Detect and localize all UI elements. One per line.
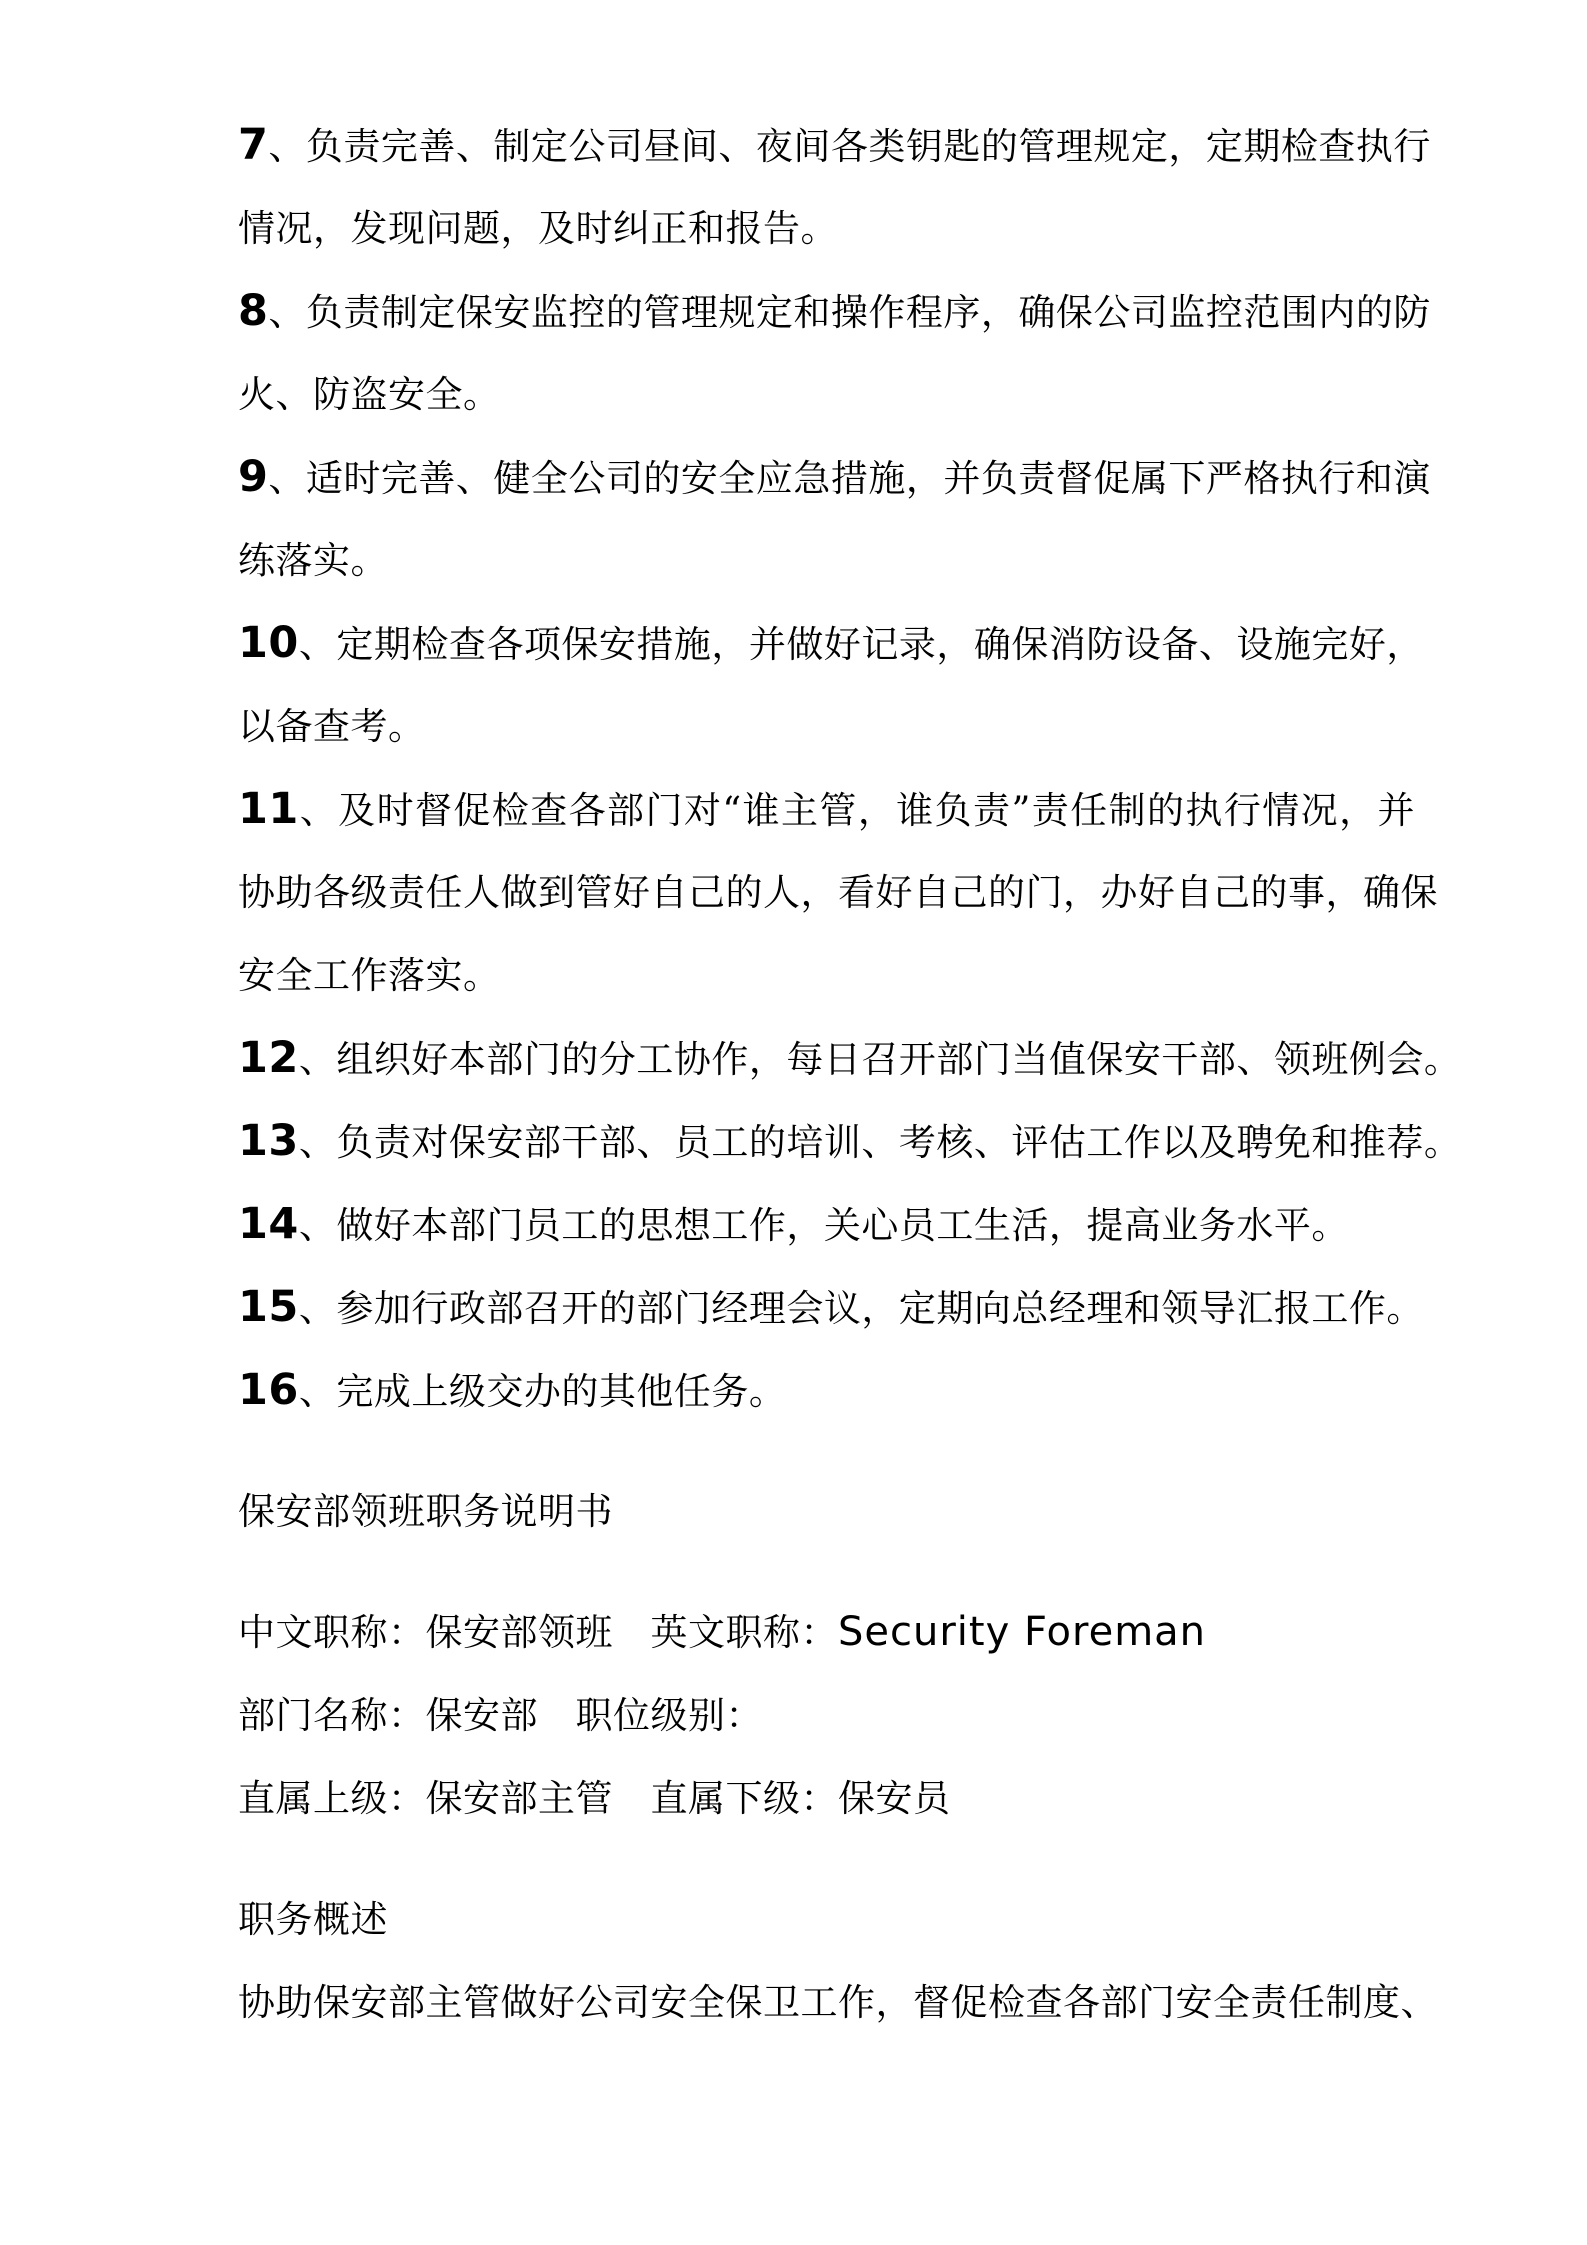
item-11-line-1 (238, 768, 1415, 851)
field-cn-title-en-title (238, 1591, 1415, 1674)
item-11-line-3 (238, 934, 1415, 1017)
item-text: 情况，发现问题，及时纠正和报告。 (238, 207, 838, 250)
item-9-line-1 (238, 436, 1431, 519)
item-7-line-2 (238, 187, 1415, 270)
item-text: 、及时督促检查各部门对“谁主管，谁负责”责任制的执行情况，并 (298, 789, 1415, 832)
item-10-line-2 (238, 685, 1415, 768)
item-13 (238, 1100, 1462, 1183)
item-10-line-1 (238, 602, 1424, 685)
paragraph-text: 协助保安部主管做好公司安全保卫工作，督促检查各部门安全责任制度、 (238, 1981, 1438, 2024)
item-15 (238, 1266, 1424, 1349)
field-department-grade (238, 1674, 1415, 1757)
english-job-title: Security Foreman (838, 1609, 1207, 1655)
item-text: 、负责对保安部干部、员工的培训、考核、评估工作以及聘免和推荐。 (298, 1121, 1462, 1164)
item-number: 13 (238, 1116, 299, 1166)
item-text: 、做好本部门员工的思想工作，关心员工生活，提高业务水平。 (298, 1204, 1349, 1247)
item-text: 、负责完善、制定公司昼间、夜间各类钥匙的管理规定，定期检查执行 (268, 125, 1431, 168)
item-number: 15 (238, 1282, 299, 1332)
item-text: 、适时完善、健全公司的安全应急措施，并负责督促属下严格执行和演 (268, 457, 1431, 500)
item-number: 10 (238, 618, 299, 668)
item-16 (238, 1349, 1415, 1432)
item-number: 7 (238, 120, 269, 170)
item-8-line-2 (238, 353, 1415, 436)
field-label-text: 中文职称：保安部领班 英文职称： (238, 1611, 838, 1654)
job-summary-line-1 (238, 1961, 1438, 2044)
item-7-line-1 (238, 104, 1431, 187)
item-number: 8 (238, 286, 269, 336)
item-number: 12 (238, 1033, 299, 1083)
item-text: 火、防盗安全。 (238, 373, 501, 416)
field-label-text: 部门名称：保安部 职位级别： (238, 1694, 763, 1737)
item-number: 11 (238, 784, 299, 834)
item-text: 以备查考。 (238, 705, 426, 748)
item-number: 14 (238, 1199, 299, 1249)
item-number: 16 (238, 1365, 299, 1415)
item-12 (238, 1017, 1462, 1100)
item-text: 、完成上级交办的其他任务。 (298, 1370, 787, 1413)
item-9-line-2 (238, 519, 1415, 602)
item-text: 协助各级责任人做到管好自己的人，看好自己的门，办好自己的事，确保 (238, 871, 1438, 914)
item-8-line-1 (238, 270, 1431, 353)
item-text: 、参加行政部召开的部门经理会议，定期向总经理和领导汇报工作。 (298, 1287, 1424, 1330)
section-title-text: 职务概述 (238, 1898, 388, 1941)
field-label-text: 直属上级：保安部主管 直属下级：保安员 (238, 1777, 951, 1820)
section-title-foreman-job-description (238, 1470, 1415, 1553)
field-superior-subordinate (238, 1757, 1415, 1840)
section-title-text: 保安部领班职务说明书 (238, 1490, 613, 1533)
item-text: 、负责制定保安监控的管理规定和操作程序，确保公司监控范围内的防 (268, 291, 1431, 334)
item-text: 安全工作落实。 (238, 954, 501, 997)
section-title-job-summary (238, 1878, 1415, 1961)
item-text: 、定期检查各项保安措施，并做好记录，确保消防设备、设施完好， (298, 623, 1424, 666)
item-text: 、组织好本部门的分工协作，每日召开部门当值保安干部、领班例会。 (298, 1038, 1462, 1081)
item-text: 练落实。 (238, 539, 388, 582)
item-number: 9 (238, 452, 269, 502)
item-11-line-2 (238, 851, 1438, 934)
item-14 (238, 1183, 1415, 1266)
